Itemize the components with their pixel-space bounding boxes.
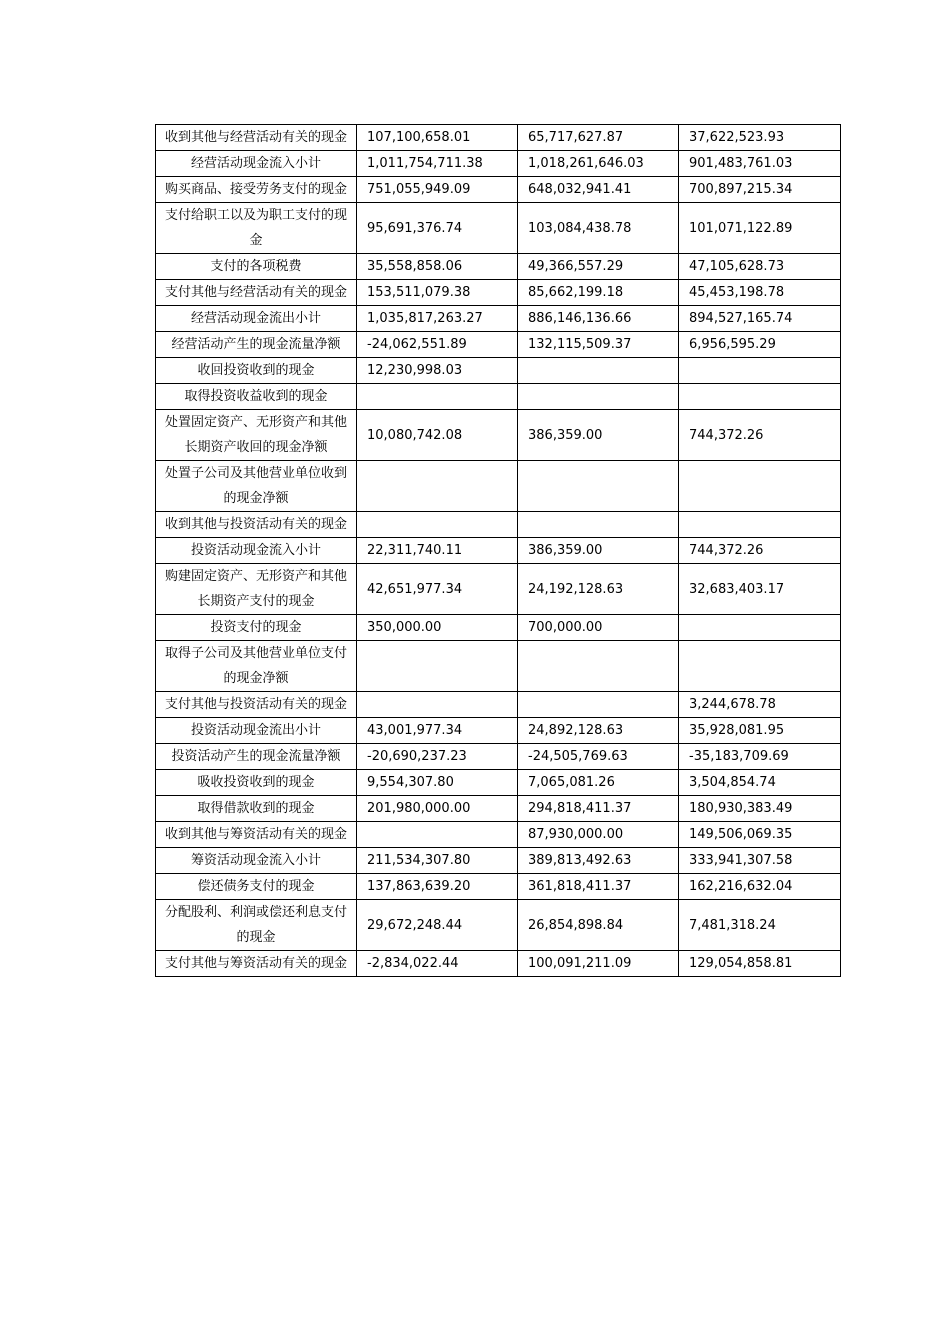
value-cell-col3: 744,372.26 <box>679 538 841 564</box>
value-cell-col3 <box>679 641 841 692</box>
value-cell-col3: 744,372.26 <box>679 410 841 461</box>
table-row <box>156 203 841 254</box>
table-row <box>156 822 841 848</box>
row-label: 收到其他与筹资活动有关的现金 <box>156 822 357 848</box>
table-row <box>156 306 841 332</box>
value-cell-col2 <box>518 461 679 512</box>
value-cell-col2: 386,359.00 <box>518 410 679 461</box>
table-row <box>156 744 841 770</box>
value-cell-col3: 901,483,761.03 <box>679 151 841 177</box>
row-label: 分配股利、利润或偿还利息支付的现金 <box>156 900 357 951</box>
table-row <box>156 461 841 512</box>
value-cell-col2: 49,366,557.29 <box>518 254 679 280</box>
table-row <box>156 951 841 977</box>
value-cell-col2: 1,018,261,646.03 <box>518 151 679 177</box>
value-cell-col1: 43,001,977.34 <box>357 718 518 744</box>
value-cell-col1: -24,062,551.89 <box>357 332 518 358</box>
value-cell-col3 <box>679 512 841 538</box>
value-cell-col1: 12,230,998.03 <box>357 358 518 384</box>
value-cell-col2 <box>518 641 679 692</box>
value-cell-col2: 886,146,136.66 <box>518 306 679 332</box>
value-cell-col2: 700,000.00 <box>518 615 679 641</box>
value-cell-col3: 894,527,165.74 <box>679 306 841 332</box>
value-cell-col3: 37,622,523.93 <box>679 125 841 151</box>
row-label: 购建固定资产、无形资产和其他长期资产支付的现金 <box>156 564 357 615</box>
value-cell-col3: 32,683,403.17 <box>679 564 841 615</box>
row-label: 投资活动产生的现金流量净额 <box>156 744 357 770</box>
table-row <box>156 280 841 306</box>
row-label: 吸收投资收到的现金 <box>156 770 357 796</box>
value-cell-col2: 103,084,438.78 <box>518 203 679 254</box>
value-cell-col3: 101,071,122.89 <box>679 203 841 254</box>
value-cell-col3: 7,481,318.24 <box>679 900 841 951</box>
row-label: 取得子公司及其他营业单位支付的现金净额 <box>156 641 357 692</box>
row-label: 收到其他与经营活动有关的现金 <box>156 125 357 151</box>
row-label: 投资支付的现金 <box>156 615 357 641</box>
value-cell-col2: 100,091,211.09 <box>518 951 679 977</box>
value-cell-col1 <box>357 512 518 538</box>
table-row <box>156 641 841 692</box>
row-label: 处置子公司及其他营业单位收到的现金净额 <box>156 461 357 512</box>
row-label: 投资活动现金流出小计 <box>156 718 357 744</box>
value-cell-col3: 162,216,632.04 <box>679 874 841 900</box>
value-cell-col1: -2,834,022.44 <box>357 951 518 977</box>
cash-flow-table <box>155 124 841 977</box>
value-cell-col3: 129,054,858.81 <box>679 951 841 977</box>
row-label: 购买商品、接受劳务支付的现金 <box>156 177 357 203</box>
value-cell-col1: 1,011,754,711.38 <box>357 151 518 177</box>
row-label: 经营活动产生的现金流量净额 <box>156 332 357 358</box>
table-row <box>156 358 841 384</box>
row-label: 支付的各项税费 <box>156 254 357 280</box>
value-cell-col2: 85,662,199.18 <box>518 280 679 306</box>
value-cell-col1: 350,000.00 <box>357 615 518 641</box>
value-cell-col2 <box>518 512 679 538</box>
row-label: 取得投资收益收到的现金 <box>156 384 357 410</box>
value-cell-col3: 47,105,628.73 <box>679 254 841 280</box>
value-cell-col1: 751,055,949.09 <box>357 177 518 203</box>
value-cell-col2: 648,032,941.41 <box>518 177 679 203</box>
value-cell-col1: 153,511,079.38 <box>357 280 518 306</box>
table-row <box>156 384 841 410</box>
value-cell-col1: -20,690,237.23 <box>357 744 518 770</box>
value-cell-col1: 137,863,639.20 <box>357 874 518 900</box>
value-cell-col1: 107,100,658.01 <box>357 125 518 151</box>
row-label: 支付其他与投资活动有关的现金 <box>156 692 357 718</box>
value-cell-col2: 132,115,509.37 <box>518 332 679 358</box>
table-row <box>156 332 841 358</box>
value-cell-col1: 9,554,307.80 <box>357 770 518 796</box>
value-cell-col3: -35,183,709.69 <box>679 744 841 770</box>
row-label: 收回投资收到的现金 <box>156 358 357 384</box>
value-cell-col2 <box>518 692 679 718</box>
value-cell-col3 <box>679 615 841 641</box>
value-cell-col2: 7,065,081.26 <box>518 770 679 796</box>
value-cell-col2 <box>518 384 679 410</box>
row-label: 经营活动现金流入小计 <box>156 151 357 177</box>
value-cell-col1: 22,311,740.11 <box>357 538 518 564</box>
table-row <box>156 177 841 203</box>
table-row <box>156 770 841 796</box>
value-cell-col1: 211,534,307.80 <box>357 848 518 874</box>
value-cell-col2: -24,505,769.63 <box>518 744 679 770</box>
value-cell-col1 <box>357 384 518 410</box>
value-cell-col1 <box>357 692 518 718</box>
value-cell-col3: 3,244,678.78 <box>679 692 841 718</box>
value-cell-col2: 294,818,411.37 <box>518 796 679 822</box>
table-row <box>156 564 841 615</box>
value-cell-col1 <box>357 822 518 848</box>
row-label: 筹资活动现金流入小计 <box>156 848 357 874</box>
table-row <box>156 254 841 280</box>
row-label: 投资活动现金流入小计 <box>156 538 357 564</box>
value-cell-col1: 1,035,817,263.27 <box>357 306 518 332</box>
table-row <box>156 538 841 564</box>
value-cell-col3: 700,897,215.34 <box>679 177 841 203</box>
table-row <box>156 410 841 461</box>
row-label: 支付其他与经营活动有关的现金 <box>156 280 357 306</box>
value-cell-col3: 149,506,069.35 <box>679 822 841 848</box>
table-row <box>156 615 841 641</box>
table-row <box>156 125 841 151</box>
value-cell-col1: 42,651,977.34 <box>357 564 518 615</box>
table-row <box>156 900 841 951</box>
value-cell-col2: 26,854,898.84 <box>518 900 679 951</box>
value-cell-col1: 35,558,858.06 <box>357 254 518 280</box>
value-cell-col2 <box>518 358 679 384</box>
value-cell-col3 <box>679 461 841 512</box>
value-cell-col1: 95,691,376.74 <box>357 203 518 254</box>
value-cell-col3: 3,504,854.74 <box>679 770 841 796</box>
row-label: 支付其他与筹资活动有关的现金 <box>156 951 357 977</box>
value-cell-col2: 87,930,000.00 <box>518 822 679 848</box>
value-cell-col3: 333,941,307.58 <box>679 848 841 874</box>
row-label: 处置固定资产、无形资产和其他长期资产收回的现金净额 <box>156 410 357 461</box>
value-cell-col2: 386,359.00 <box>518 538 679 564</box>
cash-flow-table-body <box>156 125 841 977</box>
value-cell-col2: 389,813,492.63 <box>518 848 679 874</box>
value-cell-col1: 10,080,742.08 <box>357 410 518 461</box>
table-row <box>156 718 841 744</box>
table-row <box>156 796 841 822</box>
row-label: 支付给职工以及为职工支付的现金 <box>156 203 357 254</box>
value-cell-col1: 201,980,000.00 <box>357 796 518 822</box>
table-row <box>156 692 841 718</box>
table-row <box>156 874 841 900</box>
value-cell-col2: 65,717,627.87 <box>518 125 679 151</box>
value-cell-col3: 180,930,383.49 <box>679 796 841 822</box>
cash-flow-statement-page <box>155 124 840 977</box>
value-cell-col1 <box>357 461 518 512</box>
table-row <box>156 848 841 874</box>
row-label: 收到其他与投资活动有关的现金 <box>156 512 357 538</box>
value-cell-col2: 361,818,411.37 <box>518 874 679 900</box>
value-cell-col2: 24,892,128.63 <box>518 718 679 744</box>
table-row <box>156 512 841 538</box>
value-cell-col3: 35,928,081.95 <box>679 718 841 744</box>
value-cell-col3 <box>679 384 841 410</box>
value-cell-col3: 6,956,595.29 <box>679 332 841 358</box>
row-label: 偿还债务支付的现金 <box>156 874 357 900</box>
value-cell-col3 <box>679 358 841 384</box>
value-cell-col1 <box>357 641 518 692</box>
value-cell-col3: 45,453,198.78 <box>679 280 841 306</box>
value-cell-col1: 29,672,248.44 <box>357 900 518 951</box>
value-cell-col2: 24,192,128.63 <box>518 564 679 615</box>
row-label: 经营活动现金流出小计 <box>156 306 357 332</box>
row-label: 取得借款收到的现金 <box>156 796 357 822</box>
table-row <box>156 151 841 177</box>
